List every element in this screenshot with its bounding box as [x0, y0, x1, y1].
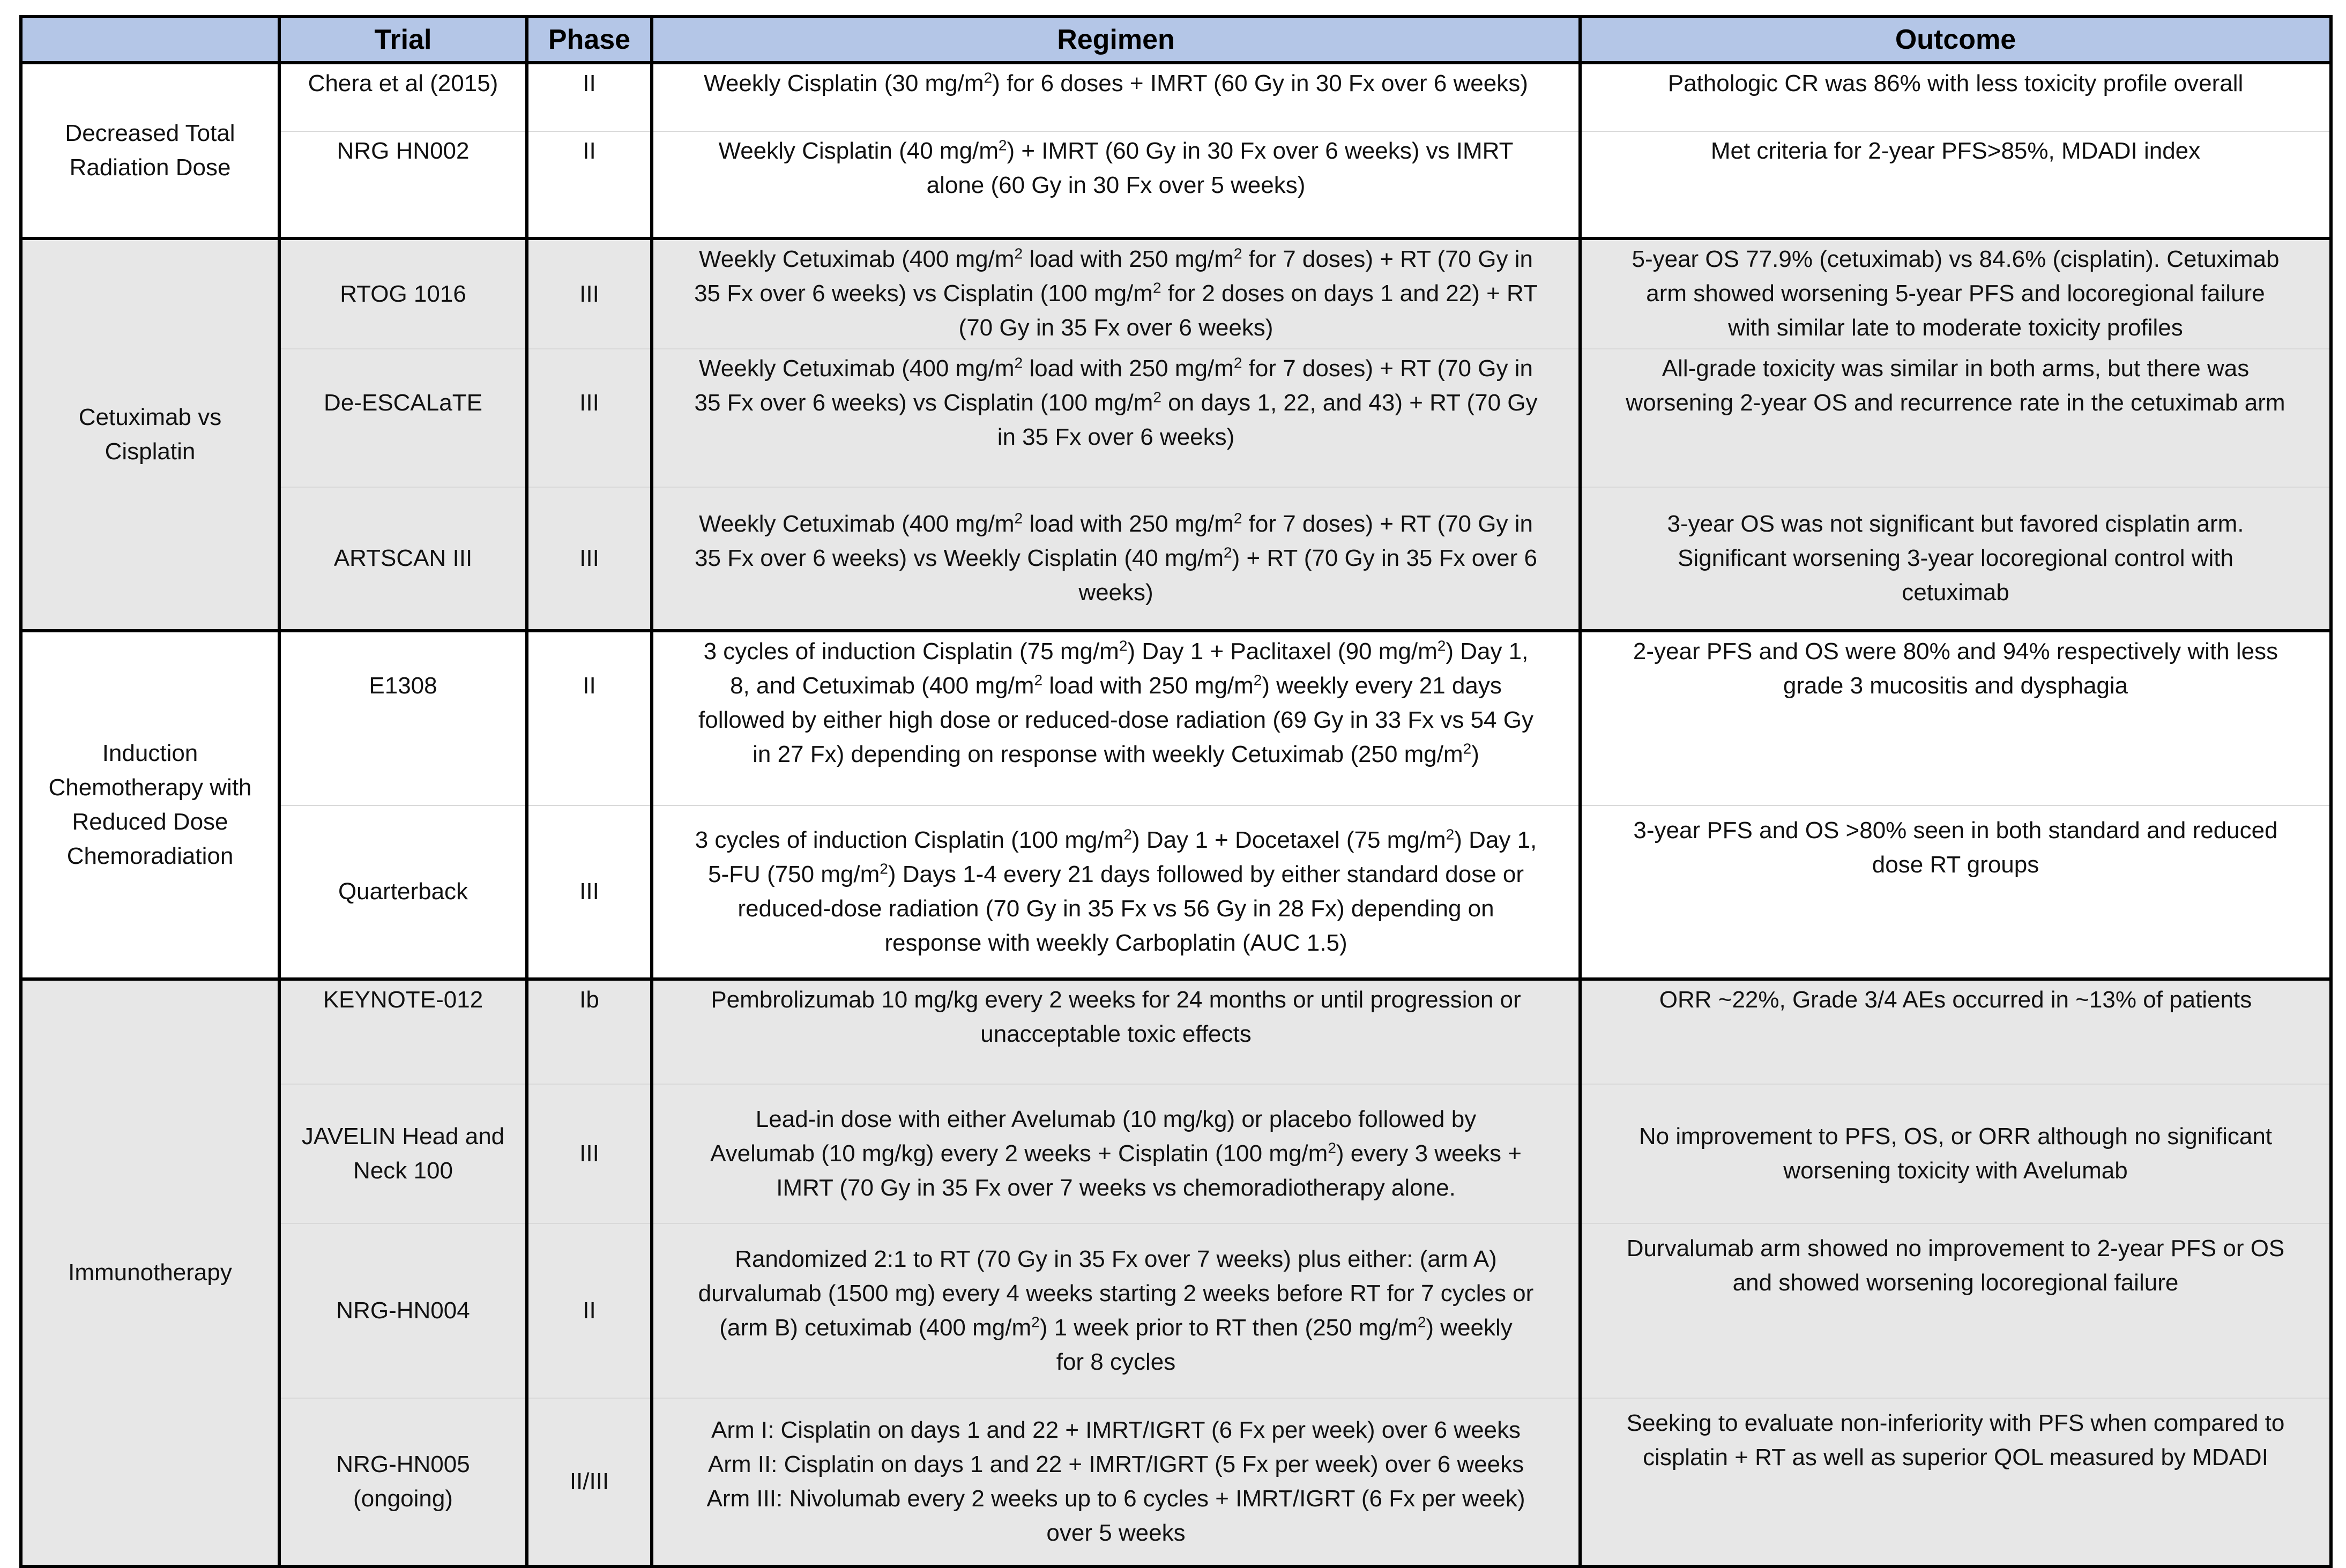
- trial-regimen: Randomized 2:1 to RT (70 Gy in 35 Fx over 7 weeks) plus either: (arm A) durvalumab (1500 mg) every 4 weeks starting 2 weeks before RT for 7 cycles or (arm B) cetuximab (400 $mg/m^2$) 1 week prior to RT then (250 $mg/m^2$) weekly for 8 cycles: [652, 1223, 1580, 1398]
- trial-outcome: 3-year OS was not significant but favored cisplatin arm. Significant worsening 3-year locoregional control with cetuximab: [1580, 487, 2331, 631]
- header-group: [21, 17, 279, 63]
- trial-phase: III: [527, 805, 652, 979]
- table-row: [21, 1084, 2331, 1223]
- trial-name: NRG HN002: [279, 131, 527, 238]
- trial-phase: II: [527, 131, 652, 238]
- trial-phase: II: [527, 631, 652, 805]
- trial-outcome: ORR ~22%, Grade 3/4 AEs occurred in ~13% of patients: [1580, 979, 2331, 1084]
- table-row: [21, 487, 2331, 631]
- trial-outcome: All-grade toxicity was similar in both arms, but there was worsening 2-year OS and recurrence rate in the cetuximab arm: [1580, 349, 2331, 487]
- table-row: [21, 1398, 2331, 1566]
- trial-outcome: 3-year PFS and OS >80% seen in both standard and reduced dose RT groups: [1580, 805, 2331, 979]
- header-trial: Trial: [279, 17, 527, 63]
- trial-name: RTOG 1016: [279, 238, 527, 349]
- trial-phase: II: [527, 63, 652, 131]
- trial-name: KEYNOTE-012: [279, 979, 527, 1084]
- trial-regimen: Pembrolizumab 10 mg/kg every 2 weeks for 24 months or until progression or unacceptable toxic effects: [652, 979, 1580, 1084]
- trial-outcome: Pathologic CR was 86% with less toxicity profile overall: [1580, 63, 2331, 131]
- trial-outcome: Met criteria for 2-year PFS>85%, MDADI index: [1580, 131, 2331, 238]
- table-row: [21, 131, 2331, 238]
- table-row: [21, 979, 2331, 1084]
- group-label: Induction Chemotherapy with Reduced Dose Chemoradiation: [21, 631, 279, 979]
- table-row: [21, 805, 2331, 979]
- trial-outcome: Seeking to evaluate non-inferiority with PFS when compared to cisplatin + RT as well as superior QOL measured by MDADI: [1580, 1398, 2331, 1566]
- trial-name: JAVELIN Head and Neck 100: [279, 1084, 527, 1223]
- trial-regimen: Weekly Cisplatin (30 $mg/m^2$) for 6 doses + IMRT (60 Gy in 30 Fx over 6 weeks): [652, 63, 1580, 131]
- group-label: Cetuximab vs Cisplatin: [21, 238, 279, 631]
- trial-phase: III: [527, 1084, 652, 1223]
- table-row: [21, 1223, 2331, 1398]
- trial-name: ARTSCAN III: [279, 487, 527, 631]
- trial-phase: II: [527, 1223, 652, 1398]
- table-row: [21, 238, 2331, 349]
- trial-name: Quarterback: [279, 805, 527, 979]
- header-outcome: Outcome: [1580, 17, 2331, 63]
- trial-regimen: Weekly Cetuximab (400 $mg/m^2$ load with 250 $mg/m^2$ for 7 doses) + RT (70 Gy in 35 Fx over 6 weeks) vs Cisplatin (100 $mg/m^2$ on days 1, 22, and 43) + RT (70 Gy in 35 Fx over 6 weeks): [652, 349, 1580, 487]
- trial-regimen: Arm I: Cisplatin on days 1 and 22 + IMRT/IGRT (6 Fx per week) over 6 weeks Arm II: Cisplatin on days 1 and 22 + IMRT/IGRT (5 Fx per week) over 6 weeks Arm III: Nivolumab every 2 weeks up to 6 cycles + IMRT/IGRT (6 Fx per week) over 5 weeks: [652, 1398, 1580, 1566]
- trial-regimen: 3 cycles of induction Cisplatin (100 $mg/m^2$) Day 1 + Docetaxel (75 $mg/m^2$) Day 1, 5-FU (750 $mg/m^2$) Days 1-4 every 21 days followed by either standard dose or reduced-dose radiation (70 Gy in 35 Fx vs 56 Gy in 28 Fx) depending on response with weekly Carboplatin (AUC 1.5): [652, 805, 1580, 979]
- trial-regimen: Weekly Cisplatin (40 $mg/m^2$) + IMRT (60 Gy in 30 Fx over 6 weeks) vs IMRT alone (60 Gy in 30 Fx over 5 weeks): [652, 131, 1580, 238]
- trial-phase: II/III: [527, 1398, 652, 1566]
- header-phase: Phase: [527, 17, 652, 63]
- trial-phase: III: [527, 487, 652, 631]
- group-label: Decreased Total Radiation Dose: [21, 63, 279, 238]
- table-row: [21, 349, 2331, 487]
- table-row: [21, 631, 2331, 805]
- header-row: [21, 17, 2331, 63]
- trial-outcome: 5-year OS 77.9% (cetuximab) vs 84.6% (cisplatin). Cetuximab arm showed worsening 5-year PFS and locoregional failure with similar late to moderate toxicity profiles: [1580, 238, 2331, 349]
- trial-outcome: Durvalumab arm showed no improvement to 2-year PFS or OS and showed worsening locoregional failure: [1580, 1223, 2331, 1398]
- trial-phase: III: [527, 349, 652, 487]
- trial-outcome: No improvement to PFS, OS, or ORR although no significant worsening toxicity with Avelumab: [1580, 1084, 2331, 1223]
- trials-table: [19, 15, 2333, 1568]
- trial-regimen: Weekly Cetuximab (400 $mg/m^2$ load with 250 $mg/m^2$ for 7 doses) + RT (70 Gy in 35 Fx over 6 weeks) vs Cisplatin (100 $mg/m^2$ for 2 doses on days 1 and 22) + RT (70 Gy in 35 Fx over 6 weeks): [652, 238, 1580, 349]
- trial-phase: Ib: [527, 979, 652, 1084]
- trial-phase: III: [527, 238, 652, 349]
- trial-name: Chera et al (2015): [279, 63, 527, 131]
- trial-name: De-ESCALaTE: [279, 349, 527, 487]
- trial-name: NRG-HN005 (ongoing): [279, 1398, 527, 1566]
- trial-outcome: 2-year PFS and OS were 80% and 94% respectively with less grade 3 mucositis and dysphagia: [1580, 631, 2331, 805]
- header-regimen: Regimen: [652, 17, 1580, 63]
- trial-name: NRG-HN004: [279, 1223, 527, 1398]
- table-wrapper: [19, 15, 2329, 1568]
- group-label: Immunotherapy: [21, 979, 279, 1566]
- trial-regimen: Lead-in dose with either Avelumab (10 mg/kg) or placebo followed by Avelumab (10 mg/kg) every 2 weeks + Cisplatin (100 $mg/m^2$) every 3 weeks + IMRT (70 Gy in 35 Fx over 7 weeks vs chemoradiotherapy alone.: [652, 1084, 1580, 1223]
- trial-name: E1308: [279, 631, 527, 805]
- trial-regimen: 3 cycles of induction Cisplatin (75 $mg/m^2$) Day 1 + Paclitaxel (90 $mg/m^2$) Day 1, 8, and Cetuximab (400 $mg/m^2$ load with 250 $mg/m^2$) weekly every 21 days followed by either high dose or reduced-dose radiation (69 Gy in 33 Fx vs 54 Gy in 27 Fx) depending on response with weekly Cetuximab (250 $mg/m^2$): [652, 631, 1580, 805]
- trial-regimen: Weekly Cetuximab (400 $mg/m^2$ load with 250 $mg/m^2$ for 7 doses) + RT (70 Gy in 35 Fx over 6 weeks) vs Weekly Cisplatin (40 $mg/m^2$) + RT (70 Gy in 35 Fx over 6 weeks): [652, 487, 1580, 631]
- table-row: [21, 63, 2331, 131]
